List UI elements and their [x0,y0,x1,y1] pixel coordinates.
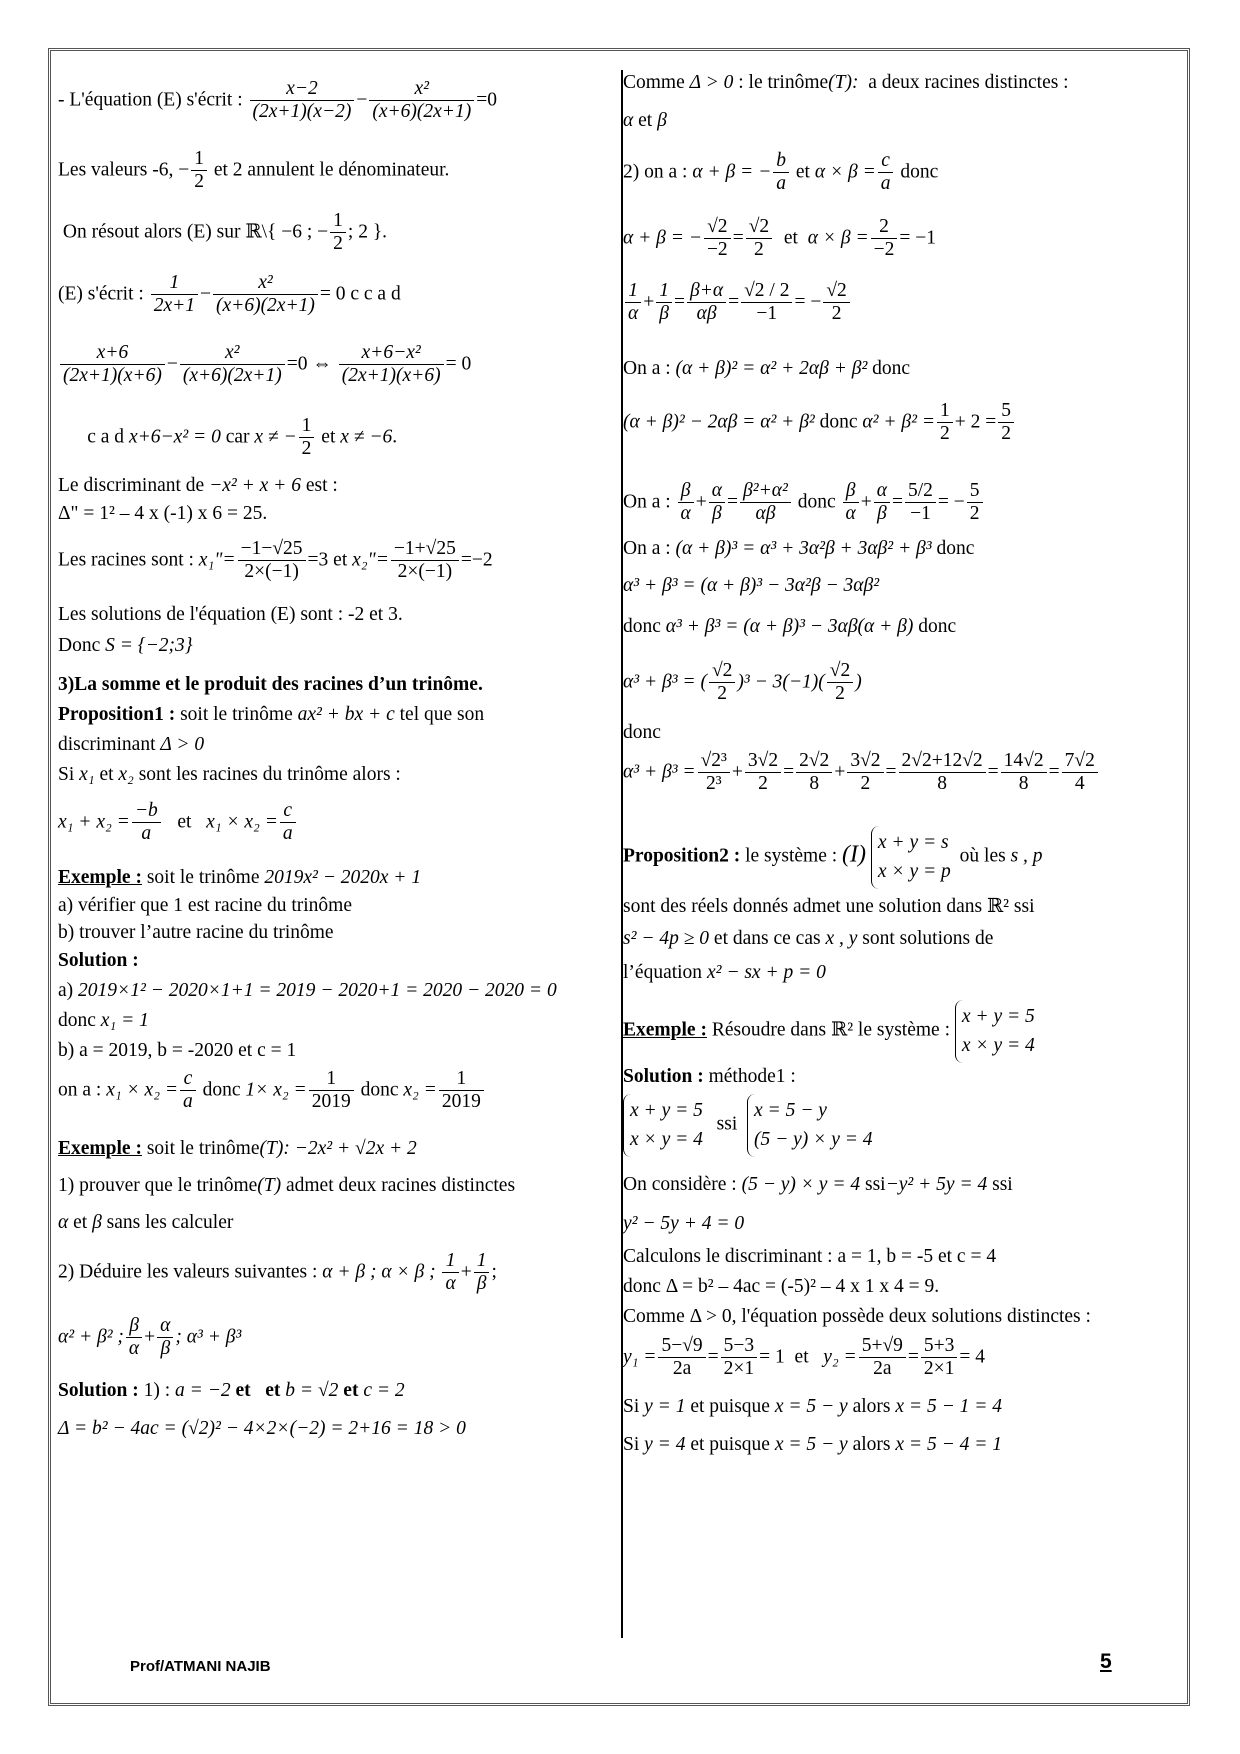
solutions-line: Les solutions de l'équation (E) sont : -2 et 3. [58,604,403,625]
two-solutions-line: Comme Δ > 0, l'équation possède deux solutions distinctes : [623,1306,1091,1327]
proposition2-equation: l’équation x² − sx + p = 0 [623,962,826,983]
combined-fraction-line: $\frac{x+6}{(2x+1)(x+6)}$ − $\frac{\text{x²}}{(x+6)(2x+1)}$ =0 ⇔ $\frac{\text{x+6−x²}}{(2x+1)(x+6)}$ = 0 [58,342,471,388]
discriminant-value: Δ" = 1² – 4 x (-1) x 6 = 25. [58,503,268,524]
roots-line: Les racines sont : x₁"= $\frac{-1-√25}{2\times(-1)}$ =3 et x₂"= $\frac{-1+√25}{2\times(-1)}$ =−2 [58,538,493,583]
solution-a-line: a) 2019×1² − 2020×1+1 = 2019 − 2020+1 = 2020 − 2020 = 0 [58,980,557,1001]
right-roots-names: α et β [623,110,667,131]
page-number: 5 [1100,1650,1112,1673]
proposition2-line: Proposition2 : le système : (I) x + y = s x × y = p où les s , p [623,826,1043,889]
right-cube-identity: On a : (α + β)³ = α³ + 3α²β + 3αβ² + β³ donc [623,538,975,559]
section-3-title: 3)La somme et le produit des racines d’un trinôme. [58,674,483,695]
vieta-formulas: x₁ + x₂ = $\frac{-b}{a}$ et x₁ × x₂ = $\frac{c}{a}$ [58,800,298,846]
example1-question-b: b) trouver l’autre racine du trinôme [58,922,334,943]
domain-line: On résout alors (E) sur ℝ\{ −6 ; − $\frac{1}{2}$ ; 2 }. [62,210,388,255]
example2-question1-end: α et β sans les calculer [58,1212,234,1233]
right-cube-rewrite: α³ + β³ = (α + β)³ − 3α²β − 3αβ² [623,575,880,596]
right-comme-line: Comme Δ > 0 : le trinôme(T): a deux racines distinctes : [623,72,1069,93]
e-writes-line: (E) s'écrit : $\frac{1}{2x+1}$ − $\frac{\text{x²}}{(x+6)(2x+1)}$ = 0 c c a d [58,272,401,317]
equation-e-line: - L'équation (E) s'écrit : $\frac{x-2}{(2x+1)(x-2)}$ − $\frac{\text{x²}}{(x+6)(2x+1)}$ =0 [58,78,497,123]
y-solutions-line: y₁ = $\frac{5-√9}{2a}$ = $\frac{5-3}{2\times 1}$ = 1 et y₂ = $\frac{5+√9}{2a}$ = $\frac{5+3}{2\times 1}$ = 4 [623,1335,986,1380]
right-cube-factored: donc α³ + β³ = (α + β)³ − 3αβ(α + β) donc [623,616,957,637]
solution2-discriminant: Δ = b² − 4ac = (√2)² − 4×2×(−2) = 2+16 = 18 > 0 [58,1418,466,1439]
quadratic-equation: y² − 5y + 4 = 0 [623,1213,745,1234]
proposition1-roots: Si x₁ et x₂ sont les racines du trinôme alors : [58,764,401,785]
solution2-line: Solution : 1) : a = −2 et et b = √2 et c = 2 [58,1380,405,1401]
solution3-line: Solution : méthode1 : [623,1066,796,1087]
example3-line: Exemple : Résoudre dans ℝ² le système : x + y = 5 x × y = 4 [623,1000,1039,1063]
solution-a-result: donc x₁ = 1 [58,1010,149,1031]
right-ratio-sum: On a : $\frac{\beta}{\alpha}$ + $\frac{\alpha}{\beta}$ = $\frac{\text{β²+α²}}{\alpha\beta}$ donc $\frac{\beta}{\alpha}$ + $\frac{\alpha}{\beta}$ = $\frac{5/2}{-1}$ = − $\frac{5}{2}$ [623,480,985,526]
case-y2-line: Si y = 4 et puisque x = 5 − y alors x = 5 − 4 = 1 [623,1434,1003,1455]
example2-question1: 1) prouver que le trinôme(T) admet deux racines distinctes [58,1175,516,1196]
right-square-identity: On a : (α + β)² = α² + 2αβ + β² donc [623,358,911,379]
example2-line: Exemple : soit le trinôme(T): −2x² + √2x + 2 [58,1138,417,1159]
right-vieta-line: 2) on a : α + β = − $\frac{b}{a}$ et α × β = $\frac{c}{a}$ donc [623,150,939,195]
case-y1-line: Si y = 1 et puisque x = 5 − y alors x = 5 − 1 = 4 [623,1396,1003,1417]
proposition1-line: Proposition1 : soit le trinôme ax² + bx + c tel que son [58,704,485,725]
right-values-line: α + β = − $\frac{√2}{-2}$ = $\frac{√2}{2}$ et α × β = $\frac{2}{-2}$ = −1 [623,216,936,261]
footer-author: Prof/ATMANI NAJIB [130,1658,271,1675]
right-inverse-sum: $\frac{1}{\alpha}$ + $\frac{1}{\beta}$ = $\frac{\beta+\alpha}{\alpha\beta}$ = $\frac{√2 / 2}{-1}$ = − $\frac{√2}{2}$ [623,280,852,326]
forbidden-values-line: Les valeurs -6, − $\frac{1}{2}$ et 2 annulent le dénominateur. [58,148,450,193]
example2-question2: 2) Déduire les valeurs suivantes : α + β ; α × β ; $\frac{1}{\alpha}$ + $\frac{1}{\beta}$ ; [58,1250,497,1295]
discriminant-line: Le discriminant de −x² + x + 6 est : [58,475,338,496]
solution-b-line: on a : x₁ × x₂ = $\frac{c}{a}$ donc 1× x₂ = $\frac{1}{2019}$ donc x₂ = $\frac{1}{2019}$ [58,1068,486,1114]
calc-discriminant-value: donc Δ = b² – 4ac = (-5)² – 4 x 1 x 4 = 9. [623,1276,940,1297]
consider-line: On considère : (5 − y) × y = 4 ssi−y² + 5y = 4 ssi [623,1174,1013,1195]
numerator-zero-line: c a d x+6−x² = 0 car x ≠ − $\frac{1}{2}$ et x ≠ −6. [87,415,398,460]
right-sum-squares: (α + β)² − 2αβ = α² + β² donc α² + β² = $\frac{1}{2}$ + 2 = $\frac{5}{2}$ [623,400,1016,446]
proposition2-condition: s² − 4p ≥ 0 et dans ce cas x , y sont solutions de [623,928,994,949]
solution-set-line: Donc S = {−2;3} [58,635,193,656]
right-cube-substituted: α³ + β³ = ( $\frac{√2}{2}$ )³ − 3(−1)( $\frac{√2}{2}$ ) [623,660,862,705]
proposition1-discriminant: discriminant Δ > 0 [58,734,205,755]
solution-label: Solution : [58,950,139,971]
solution-b-coefficients: b) a = 2019, b = -2020 et c = 1 [58,1040,297,1061]
example1-question-a: a) vérifier que 1 est racine du trinôme [58,895,352,916]
example2-question2-cont: α² + β² ; $\frac{\beta}{\alpha}$ + $\frac{\alpha}{\beta}$ ; α³ + β³ [58,1315,242,1360]
right-donc: donc [623,722,661,743]
right-cube-result: α³ + β³ = $\frac{\text{√2³}}{\text{2³}}$ + $\frac{3√2}{2}$ = $\frac{2√2}{8}$ + $\frac{3√2}{2}$ = $\frac{2√2+12√2}{8}$ = $\frac{14√2}{8}$ = $\frac{7√2}{4}$ [623,750,1100,796]
proposition2-cont: sont des réels donnés admet une solution dans ℝ² ssi [623,896,1035,917]
solution3-systems: x + y = 5 x × y = 4 ssi x = 5 − y (5 − y) × y = 4 [623,1094,877,1157]
calc-discriminant-line: Calculons le discriminant : a = 1, b = -5 et c = 4 [623,1246,997,1267]
example1-line: Exemple : soit le trinôme 2019x² − 2020x + 1 [58,867,422,888]
